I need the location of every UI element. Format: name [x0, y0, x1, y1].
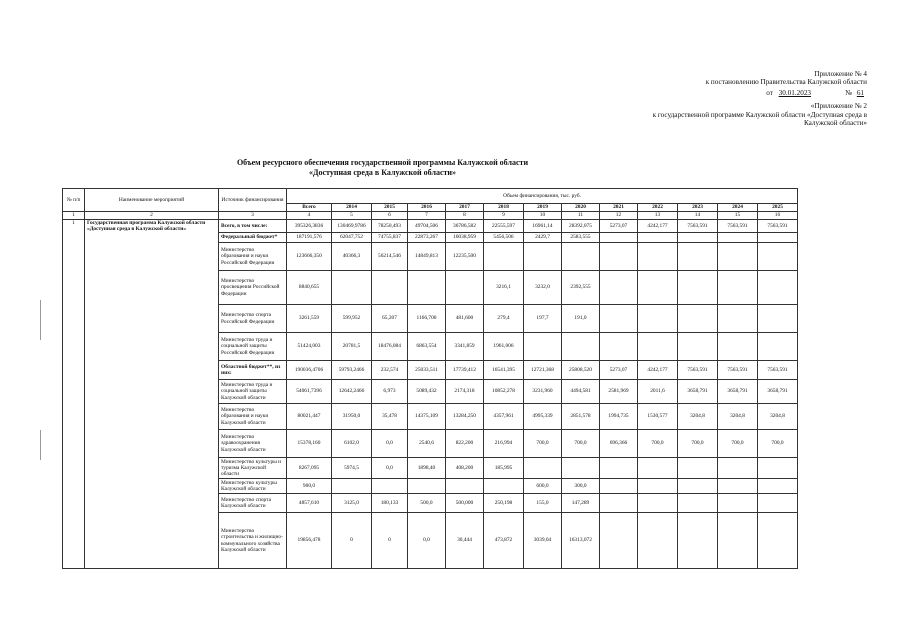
funding-value: 3658,791 — [678, 380, 718, 404]
funding-value — [332, 271, 372, 305]
resolution-date-line — [766, 89, 815, 97]
funding-value — [562, 458, 600, 479]
funding-value: 3658,791 — [718, 380, 758, 404]
column-index: 9 — [484, 212, 524, 220]
funding-value — [638, 458, 678, 479]
funding-value: 599,952 — [332, 305, 372, 333]
column-index: 13 — [638, 212, 678, 220]
funding-value — [524, 243, 562, 271]
funding-value — [718, 333, 758, 361]
funding-value: 185,995 — [484, 458, 524, 479]
funding-value: 5273,07 — [600, 361, 638, 380]
funding-value: 3216,1 — [484, 271, 524, 305]
funding-value — [758, 271, 798, 305]
header-year: 2025 — [758, 204, 798, 212]
header-year: 2015 — [372, 204, 408, 212]
funding-value: 130469,9786 — [332, 220, 372, 233]
column-index: 4 — [287, 212, 332, 220]
funding-value: 8840,655 — [287, 271, 332, 305]
funding-value — [638, 479, 678, 494]
funding-value — [408, 479, 446, 494]
funding-value: 12235,500 — [446, 243, 484, 271]
funding-source: Министерство образования и науки Российской Федерации — [219, 243, 287, 271]
header-year: 2023 — [678, 204, 718, 212]
funding-value: 216,994 — [484, 430, 524, 458]
funding-value — [678, 513, 718, 569]
resolution-number: 61 — [856, 89, 864, 97]
funding-value — [718, 479, 758, 494]
program-appendix: «Приложение № 2 — [810, 102, 867, 110]
funding-value — [678, 333, 718, 361]
funding-value — [718, 513, 758, 569]
funding-value: 5273,07 — [600, 220, 638, 233]
funding-value — [758, 333, 798, 361]
funding-value — [638, 513, 678, 569]
funding-value: 22555,597 — [484, 220, 524, 233]
funding-value — [484, 479, 524, 494]
column-index: 12 — [600, 212, 638, 220]
program-name: Государственная программа Калужской области «Доступная среда в Калужской области» — [85, 220, 219, 569]
table-row — [63, 220, 798, 233]
column-index: 15 — [718, 212, 758, 220]
funding-value: 8267,095 — [287, 458, 332, 479]
funding-value: 0,0 — [372, 458, 408, 479]
funding-value: 6102,0 — [332, 430, 372, 458]
resolution-number-line — [845, 89, 867, 97]
funding-value: 3341,859 — [446, 333, 484, 361]
funding-value: 2540,6 — [408, 430, 446, 458]
funding-value — [638, 233, 678, 243]
funding-value — [678, 494, 718, 513]
header-year: 2016 — [408, 204, 446, 212]
funding-value: 59793,2466 — [332, 361, 372, 380]
funding-value: 0 — [372, 513, 408, 569]
funding-value: 700,0 — [524, 430, 562, 458]
funding-value — [600, 458, 638, 479]
funding-source: Министерство труда и социальной защиты Калужской области — [219, 380, 287, 404]
funding-source: Министерство спорта Российской Федерации — [219, 305, 287, 333]
funding-value — [600, 494, 638, 513]
column-index: 10 — [524, 212, 562, 220]
funding-value: 1898,40 — [408, 458, 446, 479]
funding-value: 191,0 — [562, 305, 600, 333]
funding-value: 6863,554 — [408, 333, 446, 361]
funding-value: 123666,350 — [287, 243, 332, 271]
header-year: 2018 — [484, 204, 524, 212]
funding-value: 481,600 — [446, 305, 484, 333]
funding-value: 300,0 — [562, 479, 600, 494]
table-header-row — [63, 189, 798, 204]
funding-value: 20781,5 — [332, 333, 372, 361]
funding-value: 190036,4706 — [287, 361, 332, 380]
funding-value: 700,0 — [718, 430, 758, 458]
scan-artifact — [40, 300, 41, 340]
funding-value: 7563,591 — [758, 220, 798, 233]
funding-value: 395326,3836 — [287, 220, 332, 233]
funding-value: 19856,478 — [287, 513, 332, 569]
funding-value: 4857,610 — [287, 494, 332, 513]
funding-value: 0 — [332, 513, 372, 569]
column-index: 5 — [332, 212, 372, 220]
funding-value: 500,000 — [446, 494, 484, 513]
funding-value: 180,133 — [372, 494, 408, 513]
funding-value — [718, 233, 758, 243]
funding-value — [758, 243, 798, 271]
funding-value: 40366,3 — [332, 243, 372, 271]
column-index: 8 — [446, 212, 484, 220]
funding-value: 5089,432 — [408, 380, 446, 404]
funding-value: 1961,006 — [484, 333, 524, 361]
funding-value: 22873,267 — [408, 233, 446, 243]
funding-value — [600, 513, 638, 569]
funding-value — [600, 233, 638, 243]
header-total: Всего — [287, 204, 332, 212]
funding-value: 3261,559 — [287, 305, 332, 333]
funding-value: 700,0 — [678, 430, 718, 458]
funding-value: 3125,0 — [332, 494, 372, 513]
funding-value — [718, 305, 758, 333]
appendix-number: Приложение № 4 — [814, 70, 867, 78]
column-index: 2 — [85, 212, 219, 220]
funding-value: 54061,7396 — [287, 380, 332, 404]
funding-value — [718, 243, 758, 271]
funding-value: 197,7 — [524, 305, 562, 333]
header-volume: Объем финансирования, тыс. руб. — [287, 189, 798, 204]
funding-value: 65,207 — [372, 305, 408, 333]
funding-value — [446, 271, 484, 305]
funding-value: 2583,555 — [562, 233, 600, 243]
funding-value: 250,198 — [484, 494, 524, 513]
funding-value: 3204,8 — [758, 404, 798, 430]
funding-source: Министерство культуры и туризма Калужской области — [219, 458, 287, 479]
funding-value: 5456,506 — [484, 233, 524, 243]
resolution-reference: к постановлению Правительства Калужской области — [705, 78, 867, 86]
funding-value: 16313,072 — [562, 513, 600, 569]
funding-value: 12642,2466 — [332, 380, 372, 404]
funding-value: 1994,735 — [600, 404, 638, 430]
funding-value: 700,0 — [638, 430, 678, 458]
funding-value: 3232,0 — [524, 271, 562, 305]
funding-value — [408, 271, 446, 305]
funding-value: 36786,582 — [446, 220, 484, 233]
funding-value — [638, 305, 678, 333]
funding-value: 0,0 — [408, 513, 446, 569]
funding-value — [372, 479, 408, 494]
funding-value — [638, 271, 678, 305]
funding-value — [718, 494, 758, 513]
header-name: Наименование мероприятий — [85, 189, 219, 212]
funding-value: 17739,412 — [446, 361, 484, 380]
funding-value — [678, 305, 718, 333]
funding-value: 7563,591 — [758, 361, 798, 380]
column-index: 6 — [372, 212, 408, 220]
region-reference: Калужской области» — [803, 119, 867, 127]
funding-value: 408,200 — [446, 458, 484, 479]
funding-value: 3231,960 — [524, 380, 562, 404]
funding-value — [758, 233, 798, 243]
column-index: 11 — [562, 212, 600, 220]
funding-value — [524, 333, 562, 361]
funding-value: 15378,160 — [287, 430, 332, 458]
scan-artifact — [40, 430, 41, 460]
funding-value: 16961,14 — [524, 220, 562, 233]
funding-value: 4995,339 — [524, 404, 562, 430]
funding-value — [600, 305, 638, 333]
funding-value — [446, 479, 484, 494]
funding-value: 25808,520 — [562, 361, 600, 380]
funding-value — [638, 494, 678, 513]
funding-value — [600, 243, 638, 271]
funding-value: 4242,177 — [638, 220, 678, 233]
header-year: 2022 — [638, 204, 678, 212]
funding-value: 1166,700 — [408, 305, 446, 333]
funding-value: 16038,959 — [446, 233, 484, 243]
funding-value: 2581,969 — [600, 380, 638, 404]
funding-value: 3658,791 — [758, 380, 798, 404]
funding-value — [524, 458, 562, 479]
header-source: Источник финансирования — [219, 189, 287, 212]
funding-source: Министерство труда и социальной защиты Российской Федерации — [219, 333, 287, 361]
funding-source: Министерство спорта Калужской области — [219, 494, 287, 513]
funding-value: 0,0 — [372, 430, 408, 458]
funding-source: Всего, в том числе: — [219, 220, 287, 233]
funding-source: Министерство просвещения Российской Федерации — [219, 271, 287, 305]
funding-value: 900,0 — [287, 479, 332, 494]
funding-value: 7563,591 — [718, 220, 758, 233]
funding-value: 2011,6 — [638, 380, 678, 404]
funding-value — [678, 458, 718, 479]
funding-value: 7563,591 — [678, 220, 718, 233]
funding-value — [562, 333, 600, 361]
funding-value — [758, 513, 798, 569]
funding-value: 147,289 — [562, 494, 600, 513]
funding-value: 2174,318 — [446, 380, 484, 404]
column-index: 14 — [678, 212, 718, 220]
funding-source: Министерство культуры Калужской области — [219, 479, 287, 494]
funding-value — [600, 271, 638, 305]
funding-value: 822,200 — [446, 430, 484, 458]
funding-value: 2392,555 — [562, 271, 600, 305]
funding-value: 473,872 — [484, 513, 524, 569]
funding-value: 2851,578 — [562, 404, 600, 430]
funding-value — [678, 233, 718, 243]
funding-value — [758, 458, 798, 479]
funding-value — [372, 271, 408, 305]
funding-value: 78250,493 — [372, 220, 408, 233]
funding-value — [638, 243, 678, 271]
funding-value: 16541,395 — [484, 361, 524, 380]
funding-value: 31950,0 — [332, 404, 372, 430]
header-year: 2014 — [332, 204, 372, 212]
document-title: Объем ресурсного обеспечения государственной программы Калужской области — [236, 158, 529, 167]
funding-value — [758, 479, 798, 494]
funding-value: 7563,591 — [718, 361, 758, 380]
funding-value: 4357,961 — [484, 404, 524, 430]
funding-value: 6,973 — [372, 380, 408, 404]
funding-value: 279,4 — [484, 305, 524, 333]
header-year: 2021 — [600, 204, 638, 212]
table-index-row — [63, 212, 798, 220]
funding-value: 4242,177 — [638, 361, 678, 380]
funding-value: 14849,813 — [408, 243, 446, 271]
column-index: 7 — [408, 212, 446, 220]
funding-value: 25033,511 — [408, 361, 446, 380]
funding-value: 3204,8 — [718, 404, 758, 430]
funding-value: 600,0 — [524, 479, 562, 494]
funding-value — [332, 479, 372, 494]
funding-value: 187191,576 — [287, 233, 332, 243]
header-year: 2017 — [446, 204, 484, 212]
funding-value — [678, 479, 718, 494]
funding-value — [678, 243, 718, 271]
funding-value: 51424,003 — [287, 333, 332, 361]
funding-value: 700,0 — [758, 430, 798, 458]
funding-value — [484, 243, 524, 271]
header-no: № п/п — [63, 189, 85, 212]
funding-value: 4494,581 — [562, 380, 600, 404]
funding-value: 30,444 — [446, 513, 484, 569]
funding-value: 62047,752 — [332, 233, 372, 243]
program-reference: к государственной программе Калужской области «Доступная среда в — [652, 111, 867, 119]
funding-value: 1530,577 — [638, 404, 678, 430]
funding-value: 155,0 — [524, 494, 562, 513]
funding-value: 56214,546 — [372, 243, 408, 271]
funding-value: 696,366 — [600, 430, 638, 458]
funding-value: 35,478 — [372, 404, 408, 430]
funding-value: 2429,7 — [524, 233, 562, 243]
funding-value: 7563,591 — [678, 361, 718, 380]
funding-value: 13284,250 — [446, 404, 484, 430]
resolution-date: 30.01.2023 — [778, 89, 811, 97]
number-label: № — [845, 89, 853, 97]
funding-value: 232,574 — [372, 361, 408, 380]
column-index: 3 — [219, 212, 287, 220]
column-index: 16 — [758, 212, 798, 220]
program-number: 1 — [63, 220, 85, 569]
funding-source: Областной бюджет**, из них: — [219, 361, 287, 380]
funding-value: 14375,109 — [408, 404, 446, 430]
funding-source: Министерство здравоохранения Калужской области — [219, 430, 287, 458]
funding-value: 12721,368 — [524, 361, 562, 380]
funding-value — [678, 271, 718, 305]
header-year: 2019 — [524, 204, 562, 212]
funding-value: 700,0 — [562, 430, 600, 458]
funding-value — [758, 494, 798, 513]
date-label: от — [766, 89, 773, 97]
funding-value — [562, 243, 600, 271]
column-index: 1 — [63, 212, 85, 220]
funding-value: 74755,837 — [372, 233, 408, 243]
funding-value: 49704,506 — [408, 220, 446, 233]
funding-source: Министерство образования и науки Калужской области — [219, 404, 287, 430]
funding-value: 5974,5 — [332, 458, 372, 479]
funding-source: Федеральный бюджет* — [219, 233, 287, 243]
funding-value — [638, 333, 678, 361]
funding-value — [600, 479, 638, 494]
funding-value — [600, 333, 638, 361]
funding-value: 80021,447 — [287, 404, 332, 430]
funding-value: 10852,278 — [484, 380, 524, 404]
funding-value — [718, 458, 758, 479]
funding-value: 18476,084 — [372, 333, 408, 361]
funding-value — [758, 305, 798, 333]
funding-value: 28392,075 — [562, 220, 600, 233]
funding-source: Министерство строительства и жилищно-коммунального хозяйства Калужской области — [219, 513, 287, 569]
funding-value: 500,0 — [408, 494, 446, 513]
funding-value: 3204,8 — [678, 404, 718, 430]
header-year: 2024 — [718, 204, 758, 212]
document-subtitle: «Доступная среда в Калужской области» — [308, 168, 457, 177]
funding-value: 3039,04 — [524, 513, 562, 569]
financing-table — [62, 188, 798, 569]
header-year: 2020 — [562, 204, 600, 212]
funding-value — [718, 271, 758, 305]
